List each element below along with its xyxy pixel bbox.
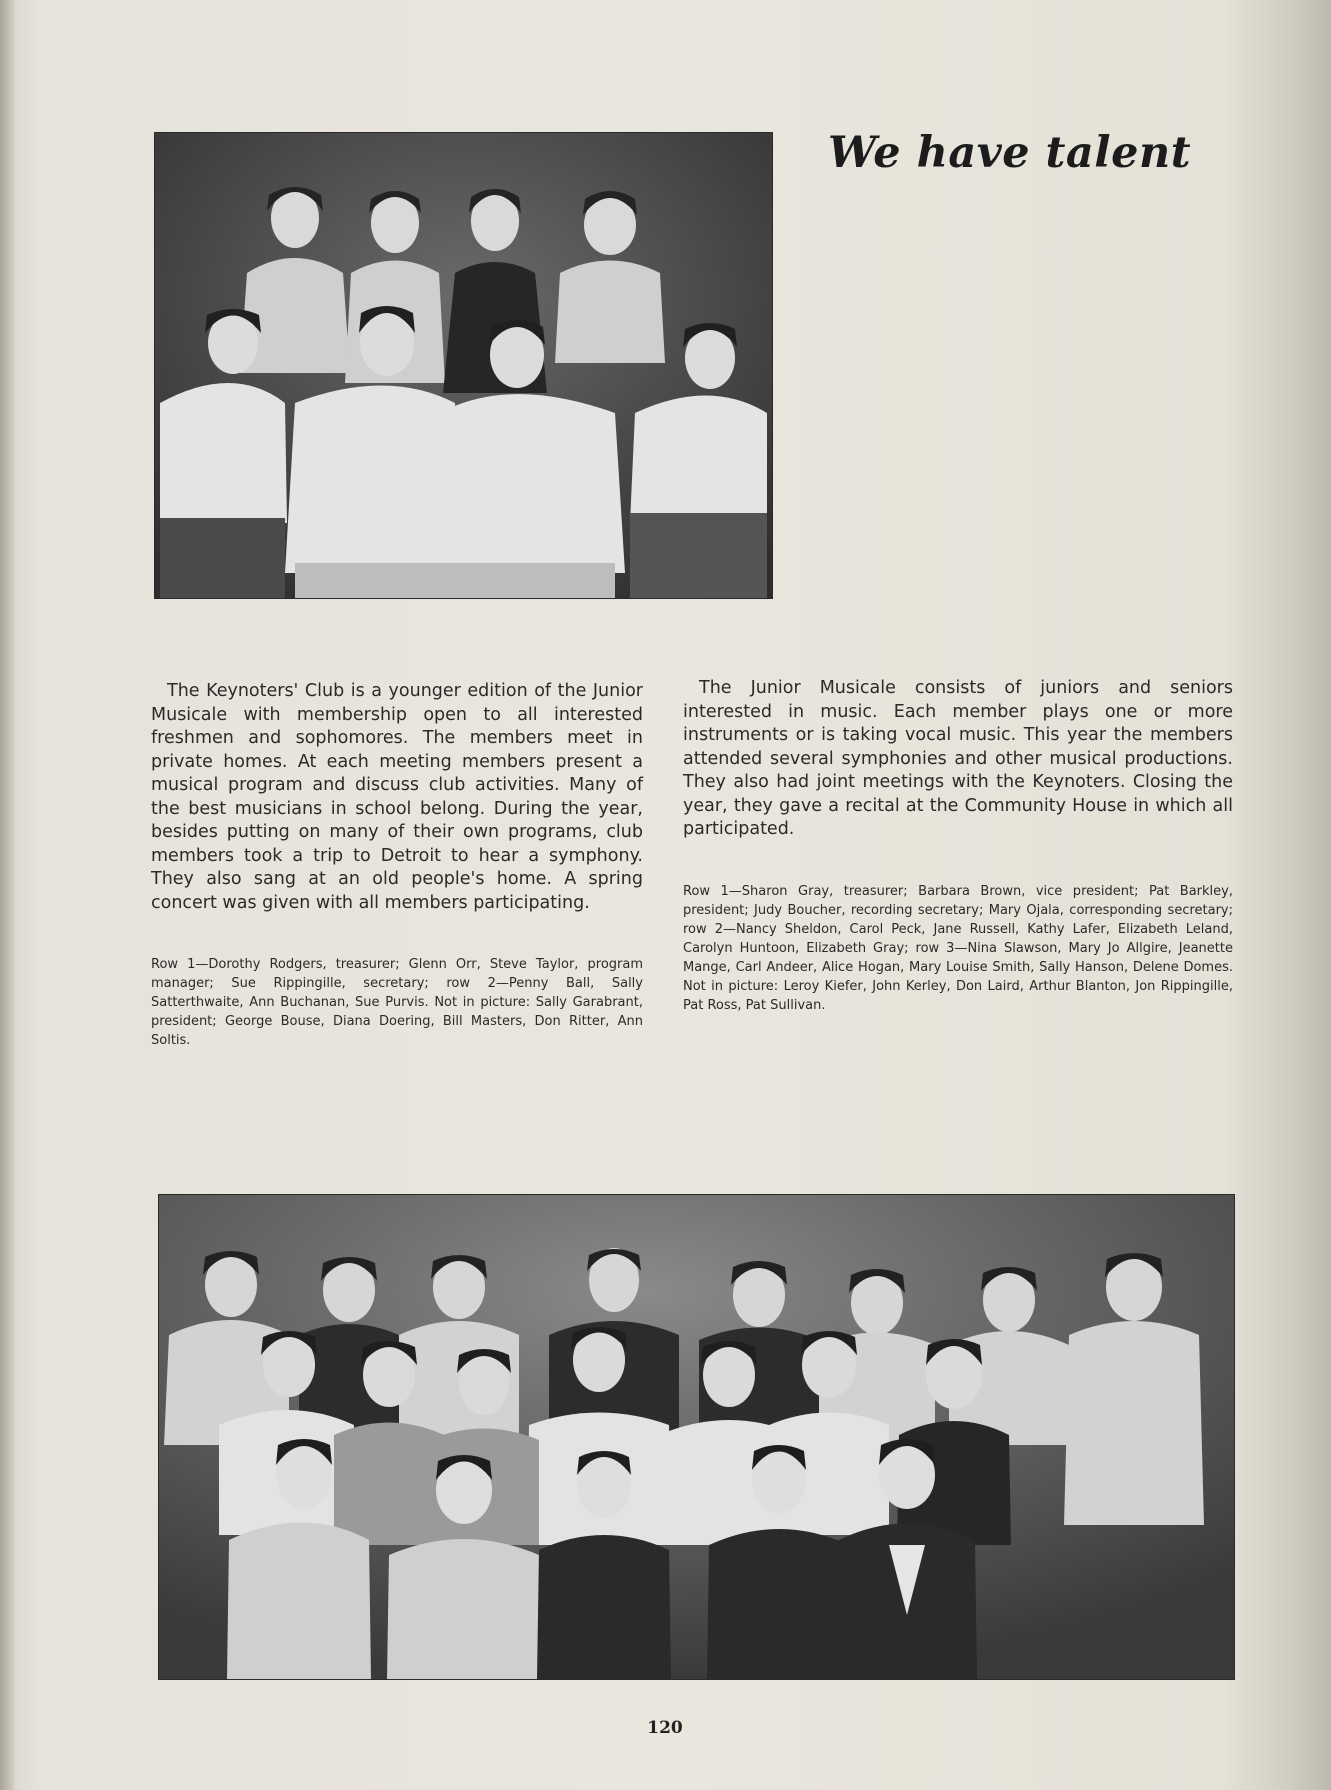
junior-musicale-column <box>683 677 1233 1015</box>
page-number: 120 <box>647 1718 683 1738</box>
page-title: We have talent <box>828 128 1192 178</box>
junior-musicale-description: The Junior Musicale consists of juniors and seniors interested in music. Each member plays one or more instruments or is taking vocal music. This year the members attended several symphonies and other musical productions. They also had joint meetings with the Keynoters. Closing the year, they gave a recital at the Community House in which all participated. <box>683 678 1233 839</box>
keynoters-group-photo <box>155 133 772 598</box>
junior-musicale-caption: Row 1—Sharon Gray, treasurer; Barbara Brown, vice president; Pat Barkley, president; Judy Boucher, recording secretary; Mary Ojala, corresponding secretary; row 2—Nancy Sheldon, Carol Peck, Jane Russell, Kathy Lafer, Elizabeth Leland, Carolyn Huntoon, Elizabeth Gray; row 3—Nina Slawson, Mary Jo Allgire, Jeanette Mange, Carl Andeer, Alice Hogan, Mary Louise Smith, Sally Hanson, Delene Domes. Not in picture: Leroy Kiefer, John Kerley, Don Laird, Arthur Blanton, Jon Rippingille, Pat Ross, Pat Sullivan. <box>683 883 1233 1013</box>
keynoters-caption: Row 1—Dorothy Rodgers, treasurer; Glenn Orr, Steve Taylor, program manager; Sue Rippingille, secretary; row 2—Penny Ball, Sally Satterthwaite, Ann Buchanan, Sue Purvis. Not in picture: Sally Garabrant, president; George Bouse, Diana Doering, Bill Masters, Don Ritter, Ann Soltis. <box>151 957 643 1048</box>
keynoters-column <box>151 680 643 1050</box>
page-binding-edge <box>0 0 14 1790</box>
keynoters-description: The Keynoters' Club is a younger edition of the Junior Musicale with membership open to all interested freshmen and sophomores. The members meet in private homes. At each meeting members present a musical program and discuss club activities. Many of the best musicians in school belong. During the year, besides putting on many of their own programs, club members took a trip to Detroit to hear a symphony. They also sang at an old people's home. A spring concert was given with all members participating. <box>151 681 643 913</box>
junior-musicale-group-photo <box>159 1195 1234 1679</box>
